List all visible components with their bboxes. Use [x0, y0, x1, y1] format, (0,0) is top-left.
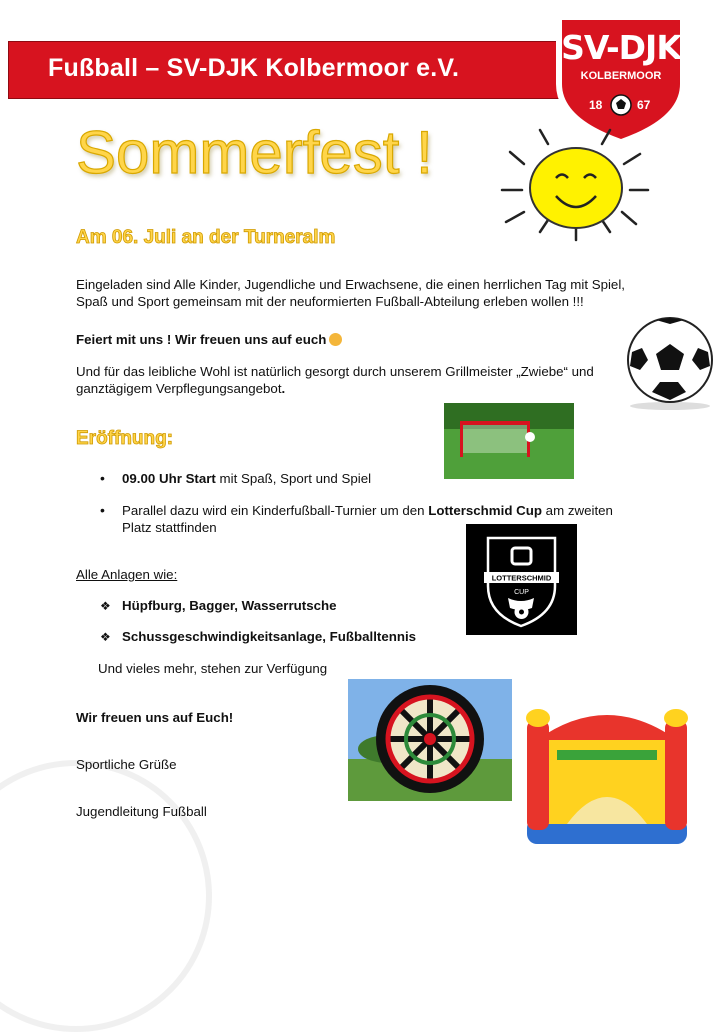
catering-text: Und für das leibliche Wohl ist natürlich gesorgt durch unserem Grillmeister „Zwiebe“ und ganztägigem Verpflegungsangebot	[76, 364, 594, 396]
smiley-emoji-icon	[329, 333, 342, 346]
facility-item: Schussgeschwindigkeitsanlage, Fußballtennis	[122, 629, 417, 644]
background-ball-watermark	[0, 760, 212, 1032]
opening-item-pre: Parallel dazu wird ein Kinderfußball-Turnier um den	[122, 503, 429, 518]
opening-item-rest: am zweiten Platz stattfinden	[122, 503, 613, 535]
opening-item	[122, 470, 371, 487]
celebrate-text: Feiert mit uns ! Wir freuen uns auf euch	[76, 332, 327, 347]
facilities-more: Und vieles mehr, stehen zur Verfügung	[98, 661, 328, 676]
cup-logo-line2: CUP	[514, 589, 529, 596]
facilities-heading: Alle Anlagen wie:	[76, 567, 178, 582]
catering-paragraph	[76, 363, 636, 397]
crest-name: SV-DJK	[561, 28, 681, 67]
opening-heading: Eröffnung:	[76, 428, 174, 449]
greeting-line: Sportliche Grüße	[76, 757, 177, 772]
header-title: Fußball – SV-DJK Kolbermoor e.V.	[48, 54, 460, 82]
soccer-ball-icon	[622, 314, 718, 410]
catering-period: .	[281, 381, 286, 396]
signature-line: Jugendleitung Fußball	[76, 804, 207, 819]
facility-item: Hüpfburg, Bagger, Wasserrutsche	[122, 598, 337, 613]
bouncy-castle-image	[517, 700, 697, 850]
closing-line: Wir freuen uns auf Euch!	[76, 710, 234, 725]
bullet-dot-icon: •	[100, 502, 105, 518]
bullet-dot-icon: •	[100, 470, 105, 486]
celebrate-line	[76, 331, 342, 348]
crest-year-right: 67	[637, 98, 651, 112]
opening-item-bold: Lotterschmid Cup	[428, 503, 542, 518]
diamond-bullet-icon: ❖	[100, 630, 111, 644]
crest-town: KOLBERMOOR	[580, 70, 662, 82]
opening-item-bold: 09.00 Uhr Start	[122, 471, 216, 486]
lotterschmid-cup-logo	[466, 524, 577, 635]
diamond-bullet-icon: ❖	[100, 599, 111, 613]
intro-paragraph: Eingeladen sind Alle Kinder, Jugendliche und Erwachsene, die einen herrlichen Tag mit Spiel, Spaß und Sport gemeinsam mit der neuformierten Fußball-Abteilung erleben wollen !!!	[76, 277, 625, 309]
event-date-location: Am 06. Juli an der Turneralm	[76, 227, 336, 248]
cup-logo-line1: LOTTERSCHMID	[491, 573, 552, 583]
opening-item-rest: mit Spaß, Sport und Spiel	[215, 471, 372, 486]
event-title: Sommerfest !	[76, 119, 433, 186]
fussballtennis-photo	[444, 403, 574, 479]
football-darts-photo	[348, 679, 512, 801]
smiling-sun-icon	[490, 120, 660, 250]
crest-year-left: 18	[589, 98, 603, 112]
